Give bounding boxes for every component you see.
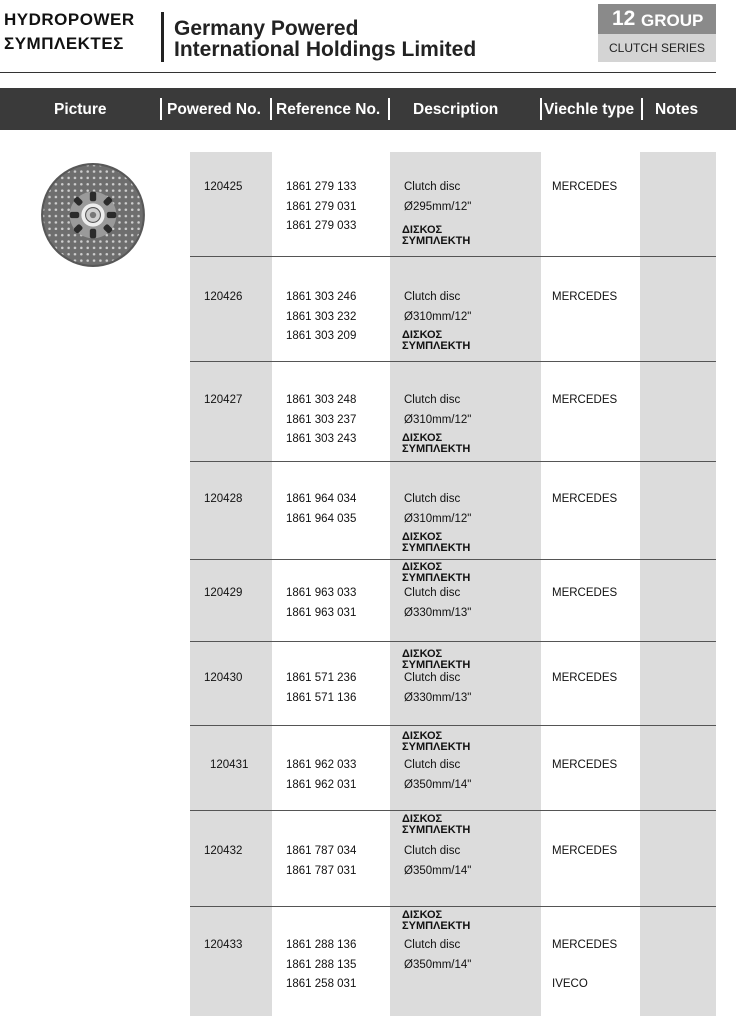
group-number: 12 bbox=[612, 7, 636, 30]
description-text: Clutch disc bbox=[404, 394, 461, 406]
greek-description: ΣΥΜΠΛΕΚΤΗ bbox=[402, 235, 471, 247]
col-reference-no: Reference No. bbox=[276, 101, 381, 118]
vehicle-type: MERCEDES bbox=[552, 587, 618, 599]
size-text: Ø350mm/14" bbox=[404, 958, 472, 971]
company-name bbox=[174, 18, 476, 60]
reference-number: 1861 963 031 bbox=[286, 606, 357, 619]
column-header-bar bbox=[0, 88, 736, 130]
brand-line-1: HYDROPOWER bbox=[4, 10, 135, 29]
series-label: CLUTCH SERIES bbox=[608, 41, 706, 55]
notes-column-shade bbox=[640, 152, 716, 1016]
row-divider bbox=[190, 810, 716, 811]
vehicle-type: MERCEDES bbox=[552, 493, 618, 505]
brand-name bbox=[4, 8, 135, 56]
powered-number: 120429 bbox=[204, 587, 243, 599]
size-text: Ø330mm/13" bbox=[404, 606, 472, 619]
vehicle-type: MERCEDES bbox=[552, 759, 618, 771]
greek-description: ΣΥΜΠΛΕΚΤΗ bbox=[402, 572, 471, 584]
reference-number: 1861 303 243 bbox=[286, 433, 357, 445]
greek-description: ΣΥΜΠΛΕΚΤΗ bbox=[402, 340, 471, 352]
greek-description: ΔΙΣΚΟΣ bbox=[402, 224, 443, 236]
powered-number: 120428 bbox=[204, 493, 243, 505]
vehicle-type: MERCEDES bbox=[552, 394, 618, 406]
vehicle-type: MERCEDES bbox=[552, 181, 618, 193]
row-divider bbox=[190, 725, 716, 726]
vehicle-type: IVECO bbox=[552, 978, 588, 990]
col-vehicle-type: Viechle type bbox=[544, 101, 635, 118]
greek-description: ΔΙΣΚΟΣ bbox=[402, 648, 443, 660]
description-text: Clutch disc bbox=[404, 939, 461, 951]
col-picture: Picture bbox=[54, 101, 107, 118]
greek-description: ΣΥΜΠΛΕΚΤΗ bbox=[402, 659, 471, 671]
col-notes: Notes bbox=[655, 101, 699, 118]
reference-number: 1861 288 136 bbox=[286, 939, 357, 951]
row-divider bbox=[190, 906, 716, 907]
description-text: Clutch disc bbox=[404, 587, 461, 599]
reference-number: 1861 279 133 bbox=[286, 181, 357, 193]
reference-number: 1861 303 237 bbox=[286, 413, 357, 426]
reference-number: 1861 303 232 bbox=[286, 310, 357, 323]
vehicle-type: MERCEDES bbox=[552, 291, 618, 303]
group-word: GROUP bbox=[641, 11, 704, 30]
size-text: Ø350mm/14" bbox=[404, 864, 472, 877]
col-separator bbox=[641, 98, 643, 120]
reference-number: 1861 571 236 bbox=[286, 672, 357, 684]
col-separator bbox=[270, 98, 272, 120]
description-text: Clutch disc bbox=[404, 181, 461, 193]
powered-number: 120431 bbox=[210, 759, 249, 771]
reference-number: 1861 571 136 bbox=[286, 691, 357, 704]
greek-description: ΔΙΣΚΟΣ bbox=[402, 329, 443, 341]
size-text: Ø295mm/12" bbox=[404, 200, 472, 213]
row-divider bbox=[190, 256, 716, 257]
reference-number: 1861 962 033 bbox=[286, 759, 357, 771]
size-text: Ø310mm/12" bbox=[404, 310, 472, 323]
vehicle-type: MERCEDES bbox=[552, 845, 618, 857]
size-text: Ø310mm/12" bbox=[404, 512, 472, 525]
reference-number: 1861 258 031 bbox=[286, 978, 357, 990]
col-separator bbox=[388, 98, 390, 120]
col-separator bbox=[160, 98, 162, 120]
greek-description: ΣΥΜΠΛΕΚΤΗ bbox=[402, 920, 471, 932]
reference-number: 1861 303 246 bbox=[286, 291, 357, 303]
company-line-2: International Holdings Limited bbox=[174, 38, 477, 61]
description-text: Clutch disc bbox=[404, 759, 461, 771]
greek-description: ΣΥΜΠΛΕΚΤΗ bbox=[402, 741, 471, 753]
vehicle-type: MERCEDES bbox=[552, 672, 618, 684]
description-text: Clutch disc bbox=[404, 845, 461, 857]
row-divider bbox=[190, 461, 716, 462]
company-line-1: Germany Powered bbox=[174, 17, 359, 40]
greek-description: ΔΙΣΚΟΣ bbox=[402, 909, 443, 921]
row-divider bbox=[190, 559, 716, 560]
clutch-disc-photo-icon bbox=[40, 162, 146, 268]
reference-number: 1861 787 031 bbox=[286, 864, 357, 877]
powered-number: 120427 bbox=[204, 394, 243, 406]
reference-number: 1861 303 248 bbox=[286, 394, 357, 406]
greek-description: ΔΙΣΚΟΣ bbox=[402, 813, 443, 825]
header-rule bbox=[0, 72, 716, 73]
col-description: Description bbox=[413, 101, 499, 118]
description-text: Clutch disc bbox=[404, 493, 461, 505]
greek-description: ΔΙΣΚΟΣ bbox=[402, 561, 443, 573]
description-text: Clutch disc bbox=[404, 672, 461, 684]
greek-description: ΔΙΣΚΟΣ bbox=[402, 730, 443, 742]
reference-number: 1861 303 209 bbox=[286, 330, 357, 342]
reference-number: 1861 964 035 bbox=[286, 512, 357, 525]
reference-number: 1861 787 034 bbox=[286, 845, 357, 857]
row-divider bbox=[190, 361, 716, 362]
greek-description: ΔΙΣΚΟΣ bbox=[402, 531, 443, 543]
greek-description: ΣΥΜΠΛΕΚΤΗ bbox=[402, 542, 471, 554]
reference-number: 1861 279 031 bbox=[286, 200, 357, 213]
col-powered-no: Powered No. bbox=[167, 101, 261, 118]
powered-number: 120432 bbox=[204, 845, 243, 857]
powered-number: 120433 bbox=[204, 939, 243, 951]
powered-number: 120425 bbox=[204, 181, 243, 193]
reference-number: 1861 279 033 bbox=[286, 220, 357, 232]
description-text: Clutch disc bbox=[404, 291, 461, 303]
reference-number: 1861 963 033 bbox=[286, 587, 357, 599]
greek-description: ΣΥΜΠΛΕΚΤΗ bbox=[402, 824, 471, 836]
vehicle-type: MERCEDES bbox=[552, 939, 618, 951]
row-divider bbox=[190, 641, 716, 642]
reference-number: 1861 288 135 bbox=[286, 958, 357, 971]
size-text: Ø310mm/12" bbox=[404, 413, 472, 426]
powered-number: 120426 bbox=[204, 291, 243, 303]
group-badge bbox=[598, 4, 716, 62]
brand-line-2: ΣΥΜΠΛΕΚΤΕΣ bbox=[4, 34, 124, 53]
greek-description: ΔΙΣΚΟΣ bbox=[402, 432, 443, 444]
reference-number: 1861 964 034 bbox=[286, 493, 357, 505]
reference-number: 1861 962 031 bbox=[286, 778, 357, 791]
brand-divider bbox=[161, 12, 164, 62]
size-text: Ø330mm/13" bbox=[404, 691, 472, 704]
col-separator bbox=[540, 98, 542, 120]
greek-description: ΣΥΜΠΛΕΚΤΗ bbox=[402, 443, 471, 455]
powered-number: 120430 bbox=[204, 672, 243, 684]
size-text: Ø350mm/14" bbox=[404, 778, 472, 791]
